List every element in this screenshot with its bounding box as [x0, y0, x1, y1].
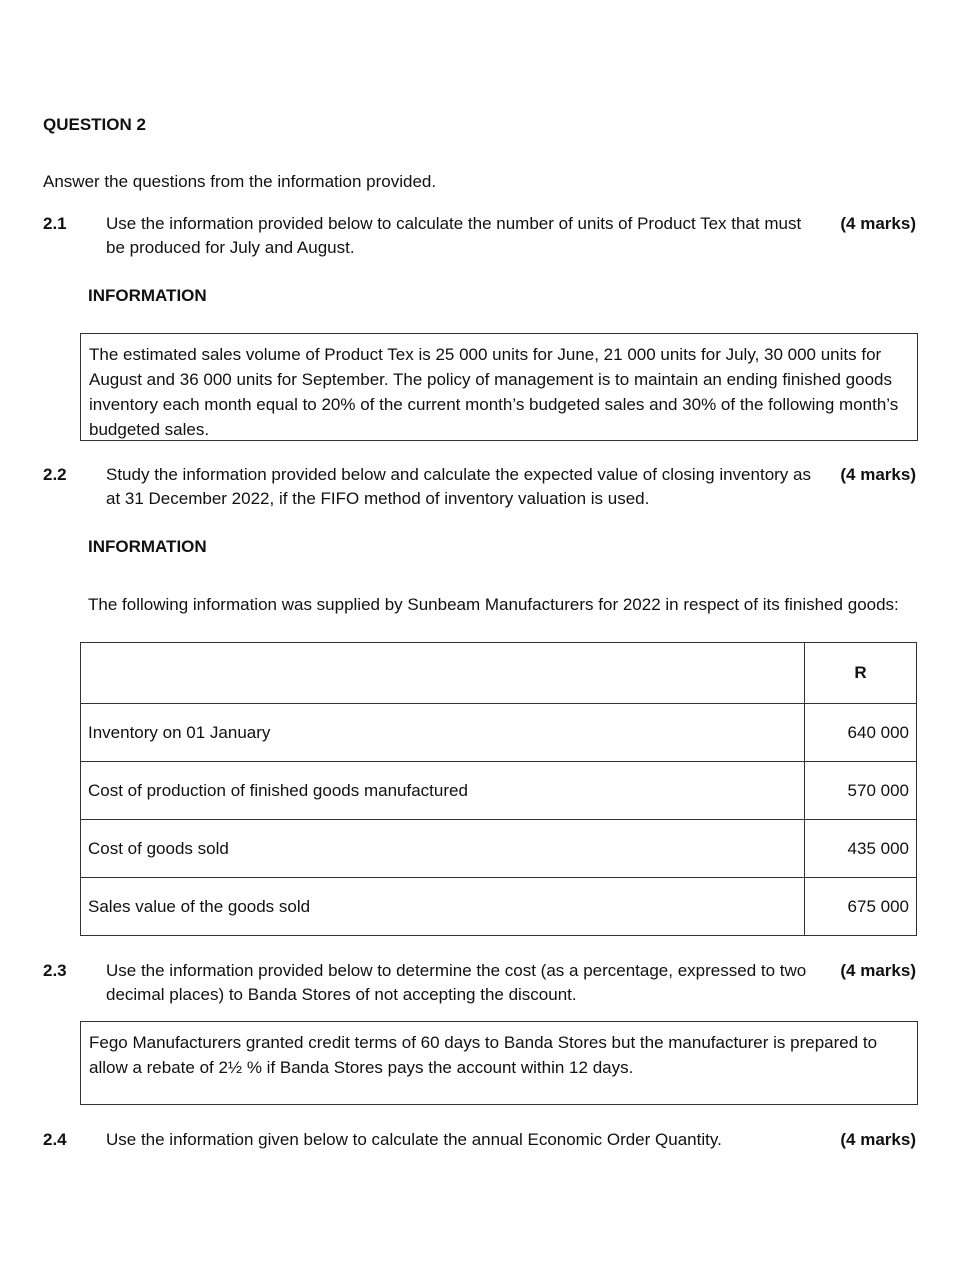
- q22-info-label: INFORMATION: [88, 537, 207, 556]
- row-amount: 570 000: [805, 762, 917, 820]
- q22-number: 2.2: [43, 465, 67, 484]
- q24-text: Use the information given below to calculate the annual Economic Order Quantity.: [106, 1130, 722, 1149]
- q23-text: Use the information provided below to determine the cost (as a percentage, expressed to two decimal places) to Banda Stores of not accepting the discount.: [106, 961, 807, 1004]
- q22-marks: (4 marks): [840, 465, 916, 484]
- q21-info-label: INFORMATION: [88, 286, 207, 305]
- table-header-row: [81, 643, 917, 704]
- table-row: [81, 878, 917, 936]
- intro-text: Answer the questions from the information provided.: [43, 172, 437, 191]
- q23-marks: (4 marks): [840, 961, 916, 980]
- table-row: [81, 820, 917, 878]
- q22-info-intro: The following information was supplied by Sunbeam Manufacturers for 2022 in respect of its finished goods:: [88, 595, 899, 614]
- q22-text: Study the information provided below and calculate the expected value of closing inventory as at 31 December 2022, if the FIFO method of inventory valuation is used.: [106, 465, 811, 508]
- row-label: Inventory on 01 January: [81, 704, 805, 762]
- q21-text: Use the information provided below to calculate the number of units of Product Tex that must be produced for July and August.: [106, 214, 802, 257]
- row-amount: 640 000: [805, 704, 917, 762]
- row-label: Cost of goods sold: [81, 820, 805, 878]
- row-label: Cost of production of finished goods manufactured: [81, 762, 805, 820]
- row-label: Sales value of the goods sold: [81, 878, 805, 936]
- q23-number: 2.3: [43, 961, 67, 980]
- table-row: [81, 762, 917, 820]
- table-header-amount: R: [805, 643, 917, 704]
- inventory-table: [80, 642, 917, 936]
- table-row: [81, 704, 917, 762]
- q21-info-box: The estimated sales volume of Product Tex is 25 000 units for June, 21 000 units for July, 30 000 units for August and 36 000 units for September. The policy of management is to maintain an ending finished goods inventory each month equal to 20% of the current month’s budgeted sales and 30% of the following month’s budgeted sales.: [80, 333, 918, 441]
- q21-marks: (4 marks): [840, 214, 916, 233]
- q23-info-box: Fego Manufacturers granted credit terms of 60 days to Banda Stores but the manufacturer is prepared to allow a rebate of 2½ % if Banda Stores pays the account within 12 days.: [80, 1021, 918, 1105]
- question-heading: QUESTION 2: [43, 115, 146, 134]
- table-header-blank: [81, 643, 805, 704]
- row-amount: 435 000: [805, 820, 917, 878]
- q24-number: 2.4: [43, 1130, 67, 1149]
- q21-number: 2.1: [43, 214, 67, 233]
- q24-marks: (4 marks): [840, 1130, 916, 1149]
- row-amount: 675 000: [805, 878, 917, 936]
